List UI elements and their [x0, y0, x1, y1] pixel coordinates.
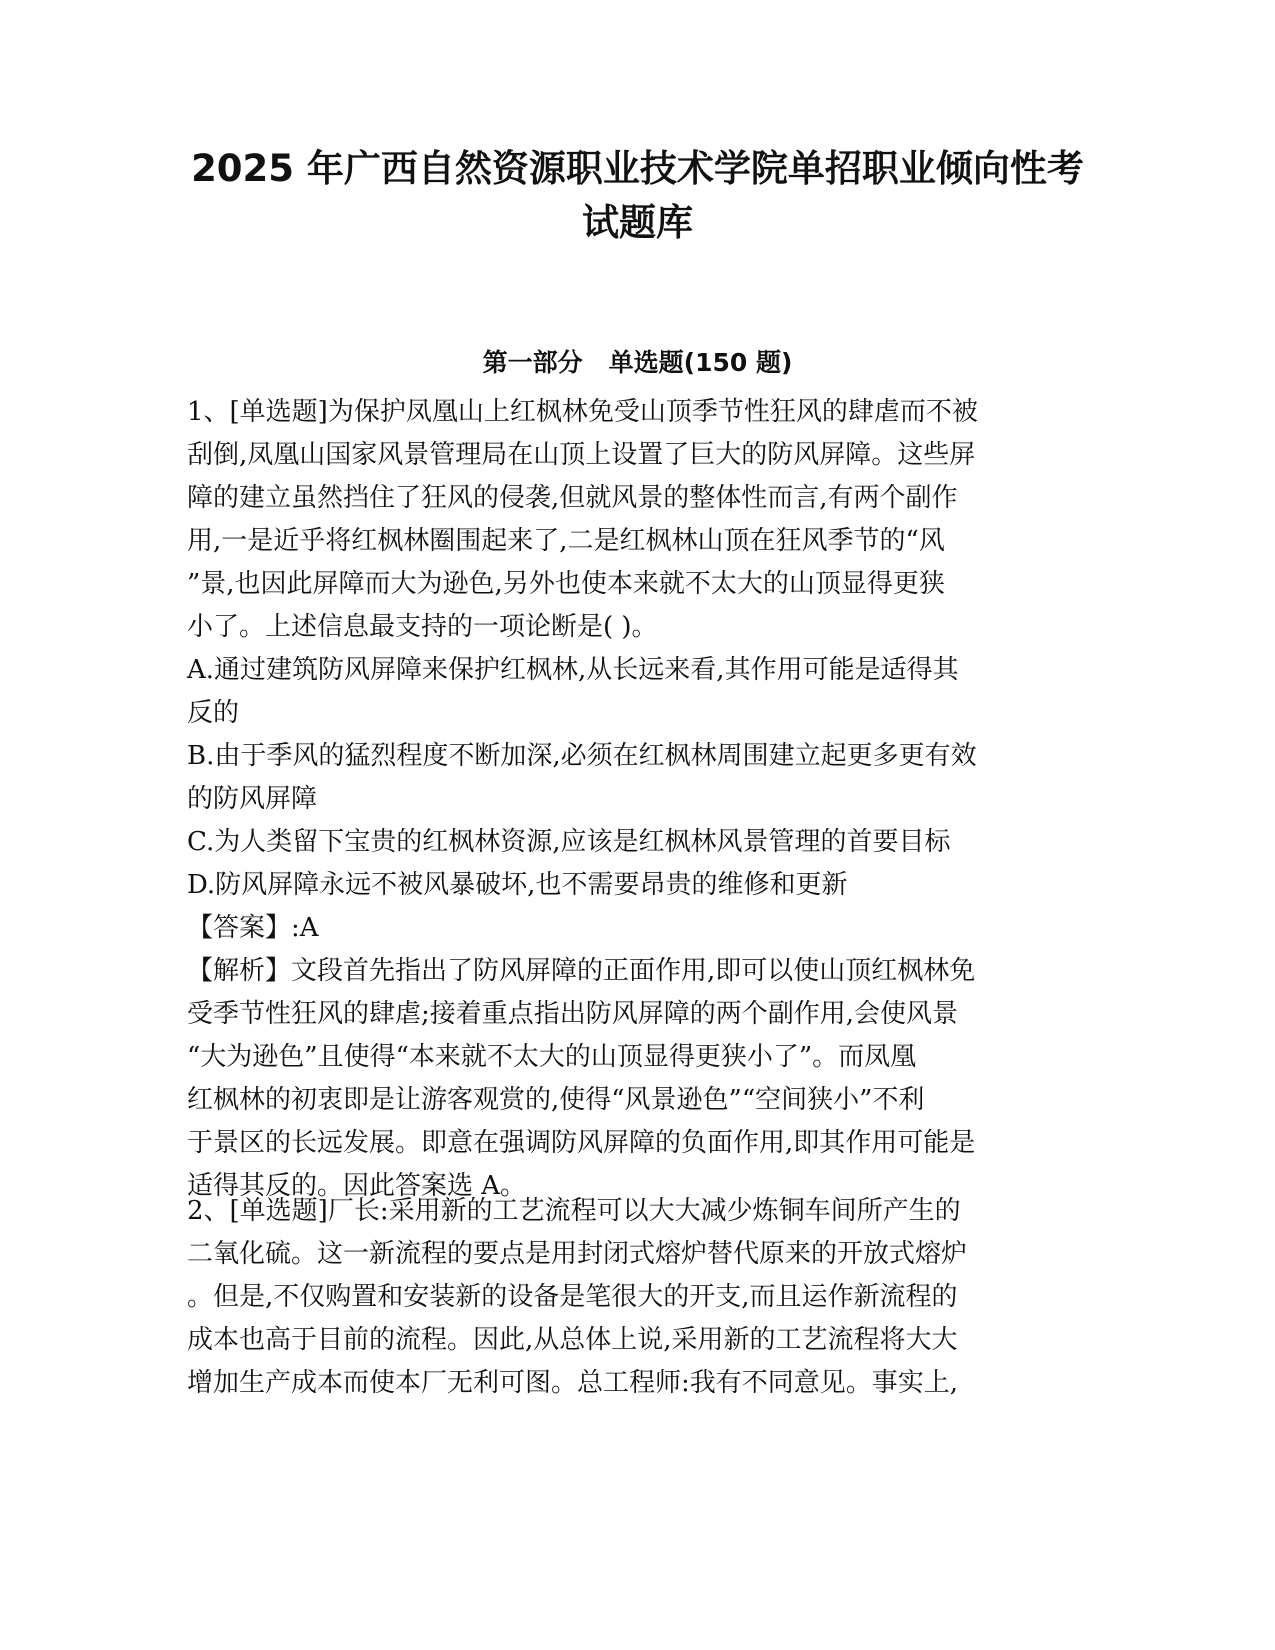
question-1-answer	[187, 907, 1082, 950]
option-b-line: 的防风屏障	[187, 784, 318, 814]
question-1-option-b	[187, 735, 1082, 821]
question-1-stem	[187, 391, 1082, 649]
analysis-line: 适得其反的。因此答案选 A。	[187, 1171, 527, 1201]
question-1-stem-line: 障的建立虽然挡住了狂风的侵袭,但就风景的整体性而言,有两个副作	[187, 483, 958, 513]
question-2-stem-line: 。但是,不仅购置和安装新的设备是笔很大的开支,而且运作新流程的	[187, 1282, 958, 1312]
question-2-stem-line: 增加生产成本而使本厂无利可图。总工程师:我有不同意见。事实上,	[187, 1368, 959, 1398]
question-1-option-d	[187, 864, 1082, 907]
question-1-option-c	[187, 821, 1082, 864]
answer-line: 【答案】:A	[187, 913, 319, 943]
analysis-line: 【解析】文段首先指出了防风屏障的正面作用,即可以使山顶红枫林免	[187, 956, 976, 986]
question-1-stem-line: 刮倒,凤凰山国家风景管理局在山顶上设置了巨大的防风屏障。这些屏	[187, 440, 976, 470]
question-1	[187, 391, 1082, 1208]
question-2	[187, 1190, 1082, 1405]
option-c-line: C.为人类留下宝贵的红枫林资源,应该是红枫林风景管理的首要目标	[187, 827, 951, 857]
analysis-line: 红枫林的初衷即是让游客观赏的,使得“风景逊色”“空间狭小”不利	[187, 1085, 925, 1115]
question-1-stem-line: 1、[单选题]为保护凤凰山上红枫林免受山顶季节性狂风的肆虐而不被	[187, 397, 978, 427]
question-1-option-a	[187, 649, 1082, 735]
analysis-line: 受季节性狂风的肆虐;接着重点指出防风屏障的两个副作用,会使风景	[187, 999, 959, 1029]
question-1-stem-line: 用,一是近乎将红枫林圈围起来了,二是红枫林山顶在狂风季节的“风	[187, 526, 945, 556]
question-2-stem-line: 成本也高于目前的流程。因此,从总体上说,采用新的工艺流程将大大	[187, 1325, 958, 1355]
analysis-line: 于景区的长远发展。即意在强调防风屏障的负面作用,即其作用可能是	[187, 1128, 976, 1158]
section-heading: 第一部分 单选题(150 题)	[482, 348, 793, 377]
question-2-stem-line: 二氧化硫。这一新流程的要点是用封闭式熔炉替代原来的开放式熔炉	[187, 1239, 968, 1269]
option-a-line: A.通过建筑防风屏障来保护红枫林,从长远来看,其作用可能是适得其	[187, 655, 959, 685]
question-2-stem	[187, 1190, 1082, 1405]
document-title-line-2: 试题库	[582, 201, 693, 244]
document-title	[170, 142, 1105, 250]
option-d-line: D.防风屏障永远不被风暴破坏,也不需要昂贵的维修和更新	[187, 870, 848, 900]
question-1-stem-line: ”景,也因此屏障而大为逊色,另外也使本来就不太大的山顶显得更狭	[187, 569, 945, 599]
document-title-line-1: 2025 年广西自然资源职业技术学院单招职业倾向性考	[191, 147, 1084, 190]
question-2-stem-line: 2、[单选题]厂长:采用新的工艺流程可以大大减少炼铜车间所产生的	[187, 1196, 961, 1226]
analysis-line: “大为逊色”且使得“本来就不太大的山顶显得更狭小了”。而凤凰	[187, 1042, 917, 1072]
option-b-line: B.由于季风的猛烈程度不断加深,必须在红枫林周围建立起更多更有效	[187, 741, 977, 771]
option-a-line: 反的	[187, 698, 240, 728]
question-1-stem-line: 小了。上述信息最支持的一项论断是( )。	[187, 612, 658, 642]
question-1-analysis	[187, 950, 1082, 1208]
